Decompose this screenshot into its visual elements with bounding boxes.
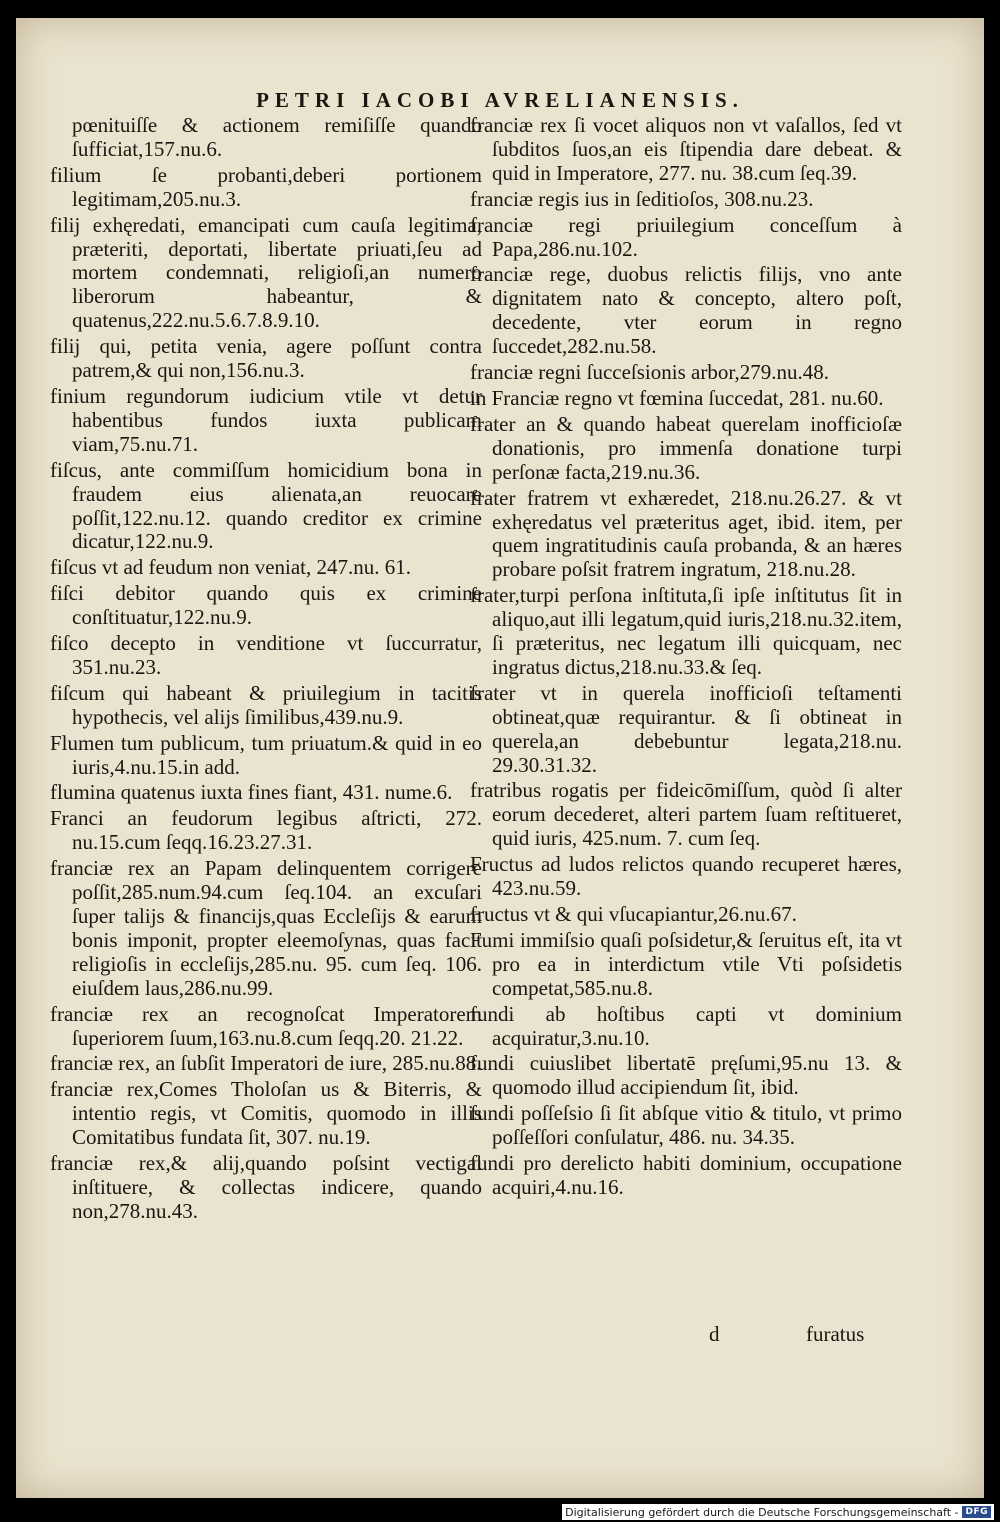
index-entry: fundi cuiuslibet libertatē pręſumi,95.nu 13. & quomodo illud accipiendum ſit, ibid. bbox=[470, 1051, 902, 1100]
index-entry: fratribus rogatis per fideicōmiſſum, quòd ſi alter eorum decederet, alteri partem ſuam reſtitueret, quid iuris, 425.num. 7. cum ſeq. bbox=[470, 778, 902, 851]
index-entry: fundi ab hoſtibus capti vt dominium acquiratur,3.nu.10. bbox=[470, 1001, 902, 1050]
index-entry: in Franciæ regno vt fœmina ſuccedat, 281. nu.60. bbox=[470, 385, 884, 410]
index-entry: frater fratrem vt exhæredet, 218.nu.26.27. & vt exhęredatus vel præteritus aget, ibid. item, per quem ingratitudinis cauſa probanda, & an hæres probare poſsit fratrem ingratum, 218.nu.28. bbox=[470, 485, 902, 582]
index-entry: finium regundorum iudicium vtile vt detur habentibus fundos iuxta publicam viam,75.nu.71. bbox=[50, 383, 482, 456]
running-header: PETRI IACOBI AVRELIANENSIS. bbox=[256, 88, 744, 112]
index-entry: franciæ regi priuilegium conceſſum à Papa,286.nu.102. bbox=[470, 212, 902, 261]
index-entry: Fructus ad ludos relictos quando recuperet hæres, 423.nu.59. bbox=[470, 852, 902, 901]
index-entry: franciæ rex, an ſubſit Imperatori de iure, 285.nu.88. bbox=[50, 1051, 482, 1076]
index-entry: franciæ regis ius in ſeditioſos, 308.nu.23. bbox=[470, 186, 814, 211]
index-entry: filij exhęredati, emancipati cum cauſa legitima, præteriti, deportati, libertate priuati,ſeu ad mortem condemnati, religioſi,an numero liberorum habeantur, & quatenus,222.nu.5.6.7.8.9.10. bbox=[50, 212, 482, 333]
index-entry: filium ſe probanti,deberi portionem legitimam,205.nu.3. bbox=[50, 162, 482, 211]
index-entry: franciæ rege, duobus relictis filijs, vno ante dignitatem nato & concepto, altero poſt, decedente, vter eorum in regno ſuccedet,282.nu.58. bbox=[470, 262, 902, 359]
index-entry: franciæ rex,& alij,quando poſsint vectigal inſtituere, & collectas indicere, quando non,278.nu.43. bbox=[50, 1151, 482, 1223]
index-entry: franciæ rex an recognoſcat Imperatorem ſuperiorem ſuum,163.nu.8.cum ſeqq.20. 21.22. bbox=[50, 1001, 482, 1050]
index-entry: franciæ rex,Comes Tholoſan us & Biterris, & intentio regis, vt Comitis, quomodo in illis Comitatibus fundata ſit, 307. nu.19. bbox=[50, 1077, 482, 1150]
index-entry: fiſcus vt ad feudum non veniat, 247.nu. 61. bbox=[50, 555, 412, 580]
index-entry: franciæ regni ſucceſsionis arbor,279.nu.48. bbox=[470, 360, 829, 385]
index-entry: frater vt in querela inofficioſi teſtamenti obtineat,quæ requirantur. & ſi obtineat in querela,an debebuntur legata,218.nu. 29.30.31.32. bbox=[470, 680, 902, 777]
index-entry: flumina quatenus iuxta fines fiant, 431. nume.6. bbox=[50, 780, 453, 805]
index-entry: fundi poſſeſsio ſi ſit abſque vitio & titulo, vt primo poſſeſſori conſulatur, 486. nu. 34.35. bbox=[470, 1101, 902, 1150]
signature-mark: d bbox=[709, 1322, 720, 1346]
index-entry: fiſcum qui habeant & priuilegium in tacitis hypothecis, vel alijs ſimilibus,439.nu.9. bbox=[50, 680, 482, 729]
dfg-logo: DFG bbox=[962, 1506, 991, 1518]
index-entry: fiſco decepto in venditione vt ſuccurratur, 351.nu.23. bbox=[50, 631, 482, 679]
index-entry: franciæ rex ſi vocet aliquos non vt vaſallos, ſed vt ſubditos ſuos,an eis ſtipendia dare debeat. & quid in Imperatore, 277. nu. 38.cum ſeq.39. bbox=[470, 113, 902, 185]
index-entry: filij qui, petita venia, agere poſſunt contra patrem,& qui non,156.nu.3. bbox=[50, 334, 482, 383]
index-entry: fructus vt & qui vſucapiantur,26.nu.67. bbox=[470, 902, 797, 926]
index-entry: frater an & quando habeat querelam inofficioſæ donationis, pro immenſa donatione turpi perſonæ facta,219.nu.36. bbox=[470, 411, 902, 484]
index-column-left bbox=[50, 114, 482, 1226]
index-entry: fundi pro derelicto habiti dominium, occupatione acquiri,4.nu.16. bbox=[470, 1151, 902, 1199]
index-entry: franciæ rex an Papam delinquentem corrigere poſſit,285.num.94.cum ſeq.104. an excuſari ſuper talijs & financijs,quas Eccleſijs & earum bonis imponit, propter eleemoſynas, quas facit religioſis in eccleſijs,285.nu. 95. cum ſeq. 106. eiuſdem laus,286.nu.99. bbox=[50, 856, 482, 1000]
digitization-credit bbox=[562, 1504, 994, 1520]
index-entry: Franci an feudorum legibus aſtricti, 272. nu.15.cum ſeqq.16.23.27.31. bbox=[50, 806, 482, 855]
index-column-right bbox=[470, 114, 902, 1202]
index-entry: Flumen tum publicum, tum priuatum.& quid in eo iuris,4.nu.15.in add. bbox=[50, 730, 482, 779]
catchword: furatus bbox=[806, 1322, 865, 1346]
book-page bbox=[16, 18, 984, 1498]
credit-text: Digitalisierung gefördert durch die Deutsche Forschungsgemeinschaft - bbox=[565, 1505, 959, 1519]
index-entry: pœnituiſſe & actionem remiſiſſe quando ſufficiat,157.nu.6. bbox=[72, 113, 482, 161]
index-entry: fiſcus, ante commiſſum homicidium bona in fraudem eius alienata,an reuocare poſſit,122.nu.12. quando creditor ex crimine dicatur,122.nu.9. bbox=[50, 457, 482, 554]
index-entry: fiſci debitor quando quis ex crimine conſtituatur,122.nu.9. bbox=[50, 581, 482, 630]
index-entry: Fumi immiſsio quaſi poſsidetur,& ſeruitus eſt, ita vt pro ea in interdictum vtile Vti poſsidetis competat,585.nu.8. bbox=[470, 927, 902, 1000]
index-entry: frater,turpi perſona inſtituta,ſi ipſe inſtitutus ſit in aliquo,aut illi legatum,quid iuris,218.nu.32.item, ſi præteritus, nec legatum illi quicquam, nec ingratus dictus,218.nu.33.& ſeq. bbox=[470, 583, 902, 679]
